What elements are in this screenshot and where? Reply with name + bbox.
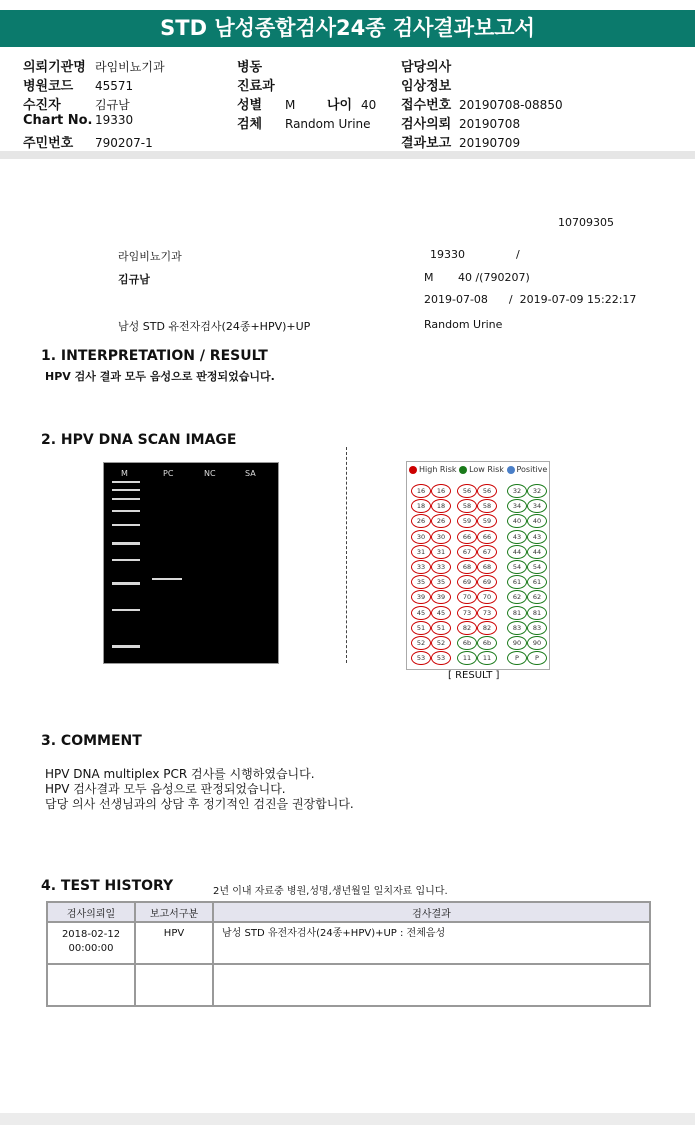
info-sex-age: M 40 /(790207) [424, 271, 530, 284]
hpv-type-pill: 31 [431, 545, 451, 559]
col-request-date: 검사의뢰일 [47, 902, 135, 922]
hpv-type-pill: P [507, 651, 527, 665]
report-title: STD 남성종합검사24종 검사결과보고서 [0, 10, 695, 47]
hpv-type-pill: 39 [431, 590, 451, 604]
chart-no-label: Chart No. [23, 113, 93, 128]
hpv-type-pill: 45 [411, 606, 431, 620]
info-chart: 19330 [430, 248, 465, 261]
hospital-name-label: 의뢰기관명 [23, 60, 86, 75]
history-header-row [47, 902, 650, 922]
gel-lane-m: M [121, 469, 128, 478]
hpv-type-pill: 35 [411, 575, 431, 589]
hpv-type-pill: 90 [527, 636, 547, 650]
history-empty-cell [135, 964, 213, 1006]
hpv-type-pill: 26 [411, 514, 431, 528]
hospital-name-value: 라임비뇨기과 [95, 60, 165, 74]
table-row [47, 964, 650, 1006]
marker-band [112, 542, 140, 545]
request-date-label: 검사의뢰 [401, 117, 452, 132]
receipt-no-label: 접수번호 [401, 98, 452, 113]
hpv-type-pill: 45 [431, 606, 451, 620]
section-history-title: 4. TEST HISTORY [41, 878, 174, 894]
resident-no-value: 790207-1 [95, 136, 153, 150]
hpv-type-pill: 53 [411, 651, 431, 665]
col-result: 검사결과 [213, 902, 650, 922]
marker-band [112, 559, 140, 561]
department-label: 진료과 [237, 79, 275, 94]
hpv-type-pill: 18 [431, 499, 451, 513]
hpv-type-pill: 67 [477, 545, 497, 559]
hpv-type-pill: 54 [507, 560, 527, 574]
specimen-value: Random Urine [285, 117, 371, 131]
gel-lane-sa: SA [245, 469, 256, 478]
info-test-name: 남성 STD 유전자검사(24종+HPV)+UP [118, 320, 311, 333]
hpv-type-pill: 26 [431, 514, 451, 528]
hpv-type-pill: 81 [527, 606, 547, 620]
hpv-type-pill: 33 [411, 560, 431, 574]
hpv-type-pill: 34 [507, 499, 527, 513]
hpv-type-pill: 58 [457, 499, 477, 513]
legend-low: Low Risk [469, 465, 504, 474]
age-value: 40 [361, 98, 377, 112]
history-empty-cell [213, 964, 650, 1006]
hpv-type-pill: 11 [457, 651, 477, 665]
age-label: 나이 [327, 98, 353, 113]
resident-no-label: 주민번호 [23, 136, 74, 151]
hpv-type-pill: 6b [477, 636, 497, 650]
hpv-type-pill: 53 [431, 651, 451, 665]
hpv-type-pill: 69 [477, 575, 497, 589]
result-caption: [ RESULT ] [448, 670, 500, 681]
hpv-type-pill: 70 [457, 590, 477, 604]
history-result: 남성 STD 유전자검사(24종+HPV)+UP : 전체음성 [213, 922, 650, 964]
info-dates: 2019-07-08 / 2019-07-09 15:22:17 [424, 293, 637, 306]
patient-value: 김규남 [95, 98, 130, 112]
hpv-type-pill: 68 [477, 560, 497, 574]
header-divider [0, 151, 695, 159]
comment-line: HPV 검사결과 모두 음성으로 판정되었습니다. [45, 782, 286, 796]
hpv-type-pill: 67 [457, 545, 477, 559]
hpv-type-pill: 32 [527, 484, 547, 498]
hpv-type-pill: 90 [507, 636, 527, 650]
history-empty-cell [47, 964, 135, 1006]
marker-band [112, 481, 140, 483]
history-type: HPV [135, 922, 213, 964]
header-col-3 [401, 56, 563, 151]
section-interpretation-title: 1. INTERPRETATION / RESULT [41, 348, 268, 364]
hpv-type-pill: 32 [507, 484, 527, 498]
comment-line: 담당 의사 선생님과의 상담 후 정기적인 검진을 권장합니다. [45, 797, 354, 811]
hpv-type-pill: 56 [477, 484, 497, 498]
pc-band [152, 578, 182, 580]
gel-lane-nc: NC [204, 469, 216, 478]
info-slash: / [516, 248, 520, 261]
ward-label: 병동 [237, 60, 263, 75]
doctor-label: 담당의사 [401, 60, 452, 75]
table-row [47, 922, 650, 964]
hpv-type-pill: 68 [457, 560, 477, 574]
comment-block [45, 767, 354, 812]
hpv-type-pill: 51 [411, 621, 431, 635]
sex-value: M [285, 98, 296, 112]
hpv-type-pill: 59 [457, 514, 477, 528]
low-risk-dot [459, 466, 467, 474]
report-date-label: 결과보고 [401, 136, 452, 151]
hpv-type-pill: 16 [411, 484, 431, 498]
hpv-type-pill: 11 [477, 651, 497, 665]
marker-band [112, 489, 140, 491]
hpv-type-pill: 82 [457, 621, 477, 635]
hpv-type-pill: 44 [507, 545, 527, 559]
history-table [46, 901, 651, 1007]
request-date-value: 20190708 [459, 117, 521, 131]
hospital-code-value: 45571 [95, 79, 134, 93]
history-note: 2년 이내 자료중 병원,성명,생년월일 일치자료 입니다. [213, 886, 448, 897]
section-scan-image-title: 2. HPV DNA SCAN IMAGE [41, 432, 237, 448]
hpv-type-pill: 33 [431, 560, 451, 574]
report-date-value: 20190709 [459, 136, 521, 150]
hpv-type-pill: 43 [527, 530, 547, 544]
hpv-type-pill: 35 [431, 575, 451, 589]
hpv-type-pill: 73 [477, 606, 497, 620]
hpv-type-pill: 30 [411, 530, 431, 544]
hpv-type-legend [406, 461, 550, 670]
hpv-type-pill: 43 [507, 530, 527, 544]
hpv-type-pill: 59 [477, 514, 497, 528]
hpv-type-pill: 44 [527, 545, 547, 559]
col-report-type: 보고서구분 [135, 902, 213, 922]
scan-divider [346, 447, 347, 663]
marker-band [112, 510, 140, 512]
hospital-code-label: 병원코드 [23, 79, 74, 94]
marker-band [112, 645, 140, 648]
hpv-type-pill: P [527, 651, 547, 665]
hpv-type-pill: 66 [477, 530, 497, 544]
hpv-type-pill: 54 [527, 560, 547, 574]
section-comment-title: 3. COMMENT [41, 733, 142, 749]
legend-key [407, 462, 549, 477]
hpv-type-pill: 52 [431, 636, 451, 650]
positive-dot [507, 466, 515, 474]
hpv-type-pill: 83 [527, 621, 547, 635]
footer-band [0, 1113, 695, 1125]
hpv-type-pill: 39 [411, 590, 431, 604]
hpv-type-pill: 30 [431, 530, 451, 544]
sex-label: 성별 [237, 98, 263, 113]
report-code: 10709305 [558, 216, 614, 229]
interpretation-text: HPV 검사 결과 모두 음성으로 판정되었습니다. [45, 370, 275, 383]
hpv-type-pill: 52 [411, 636, 431, 650]
receipt-no-value: 20190708-08850 [459, 98, 563, 112]
marker-band [112, 609, 140, 611]
hpv-type-pill: 62 [527, 590, 547, 604]
high-risk-dot [409, 466, 417, 474]
hpv-type-pill: 61 [527, 575, 547, 589]
marker-band [112, 582, 140, 585]
hpv-type-pill: 58 [477, 499, 497, 513]
hpv-type-pill: 81 [507, 606, 527, 620]
comment-line: HPV DNA multiplex PCR 검사를 시행하였습니다. [45, 767, 315, 781]
info-hospital: 라임비뇨기과 [118, 250, 182, 263]
marker-band [112, 498, 140, 500]
hpv-type-pill: 73 [457, 606, 477, 620]
hpv-type-pill: 62 [507, 590, 527, 604]
hpv-type-pill: 40 [527, 514, 547, 528]
chart-no-value: 19330 [95, 113, 134, 127]
hpv-type-pill: 34 [527, 499, 547, 513]
legend-high: High Risk [419, 465, 457, 474]
info-patient: 김규남 [118, 273, 150, 286]
header-col-2 [237, 56, 376, 132]
history-time: 00:00:00 [68, 943, 114, 954]
hpv-type-pill: 51 [431, 621, 451, 635]
hpv-type-pill: 6b [457, 636, 477, 650]
gel-image [103, 462, 279, 664]
hpv-type-pill: 70 [477, 590, 497, 604]
hpv-type-pill: 82 [477, 621, 497, 635]
hpv-type-pill: 31 [411, 545, 431, 559]
hpv-type-pill: 69 [457, 575, 477, 589]
history-date-cell [47, 922, 135, 964]
hpv-type-pill: 66 [457, 530, 477, 544]
hpv-type-pill: 40 [507, 514, 527, 528]
hpv-type-pill: 16 [431, 484, 451, 498]
marker-band [112, 524, 140, 526]
gel-lane-pc: PC [163, 469, 174, 478]
history-date: 2018-02-12 [61, 929, 121, 940]
hpv-type-pill: 56 [457, 484, 477, 498]
header-col-1 [23, 56, 165, 151]
hpv-type-pill: 83 [507, 621, 527, 635]
info-specimen: Random Urine [424, 318, 503, 331]
hpv-type-pill: 61 [507, 575, 527, 589]
legend-pos: Positive [516, 465, 548, 474]
clinical-info-label: 임상정보 [401, 79, 452, 94]
patient-label: 수진자 [23, 98, 61, 113]
hpv-type-pill: 18 [411, 499, 431, 513]
specimen-label: 검체 [237, 117, 263, 132]
